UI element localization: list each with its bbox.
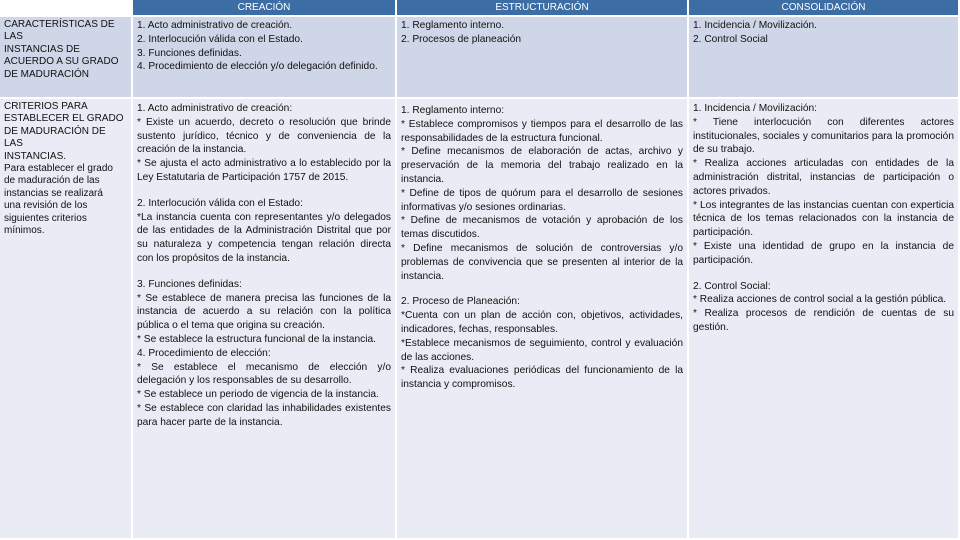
row1-label-line: ACUERDO A SU GRADO (4, 56, 119, 68)
row2-label-line: CRITERIOS PARA (4, 101, 88, 112)
criteria-item: * Los integrantes de las instancias cuentan con experticia técnica de los temas relacionados con la instancia de participación. (693, 199, 954, 239)
row2-label (0, 99, 133, 540)
criteria-item: * Se establece de manera precisa las funciones de la instancia de acuerdo a su relación con la política pública o el tema que origina su creación. (137, 292, 391, 332)
criteria-heading: 3. Funciones definidas: (137, 278, 242, 290)
criteria-item: * Realiza evaluaciones periódicas del funcionamiento de la instancia y compromisos. (401, 365, 683, 391)
criteria-heading: 1. Reglamento interno: (401, 105, 505, 116)
list-item: 1. Reglamento interno. (401, 20, 505, 31)
criteria-item: *Establece mecanismos de seguimiento, control y evaluación de las acciones. (401, 337, 683, 363)
criteria-item: * Define mecanismos de elaboración de actas, archivo y preservación de la memoria del trabajo realizado en la instancia. (401, 146, 683, 185)
list-item: 2. Procesos de planeación (401, 33, 522, 45)
row2-creacion (133, 99, 397, 540)
row2-label-line: siguientes criterios (4, 212, 87, 224)
row2-label-line: instancias se realizará (4, 187, 103, 199)
criteria-item: *La instancia cuenta con representantes y/o delegados de las entidades de la Administración Distrital que por su naturaleza y competencia tengan relación directa con los propósitos de la instancia. (137, 211, 391, 264)
criteria-item: * Existe un acuerdo, decreto o resolución que brinde sustento jurídico, técnico y de conveniencia de la creación de la instancia. (137, 116, 391, 156)
row2-label-line: DE MADURACIÓN DE LAS (4, 125, 106, 150)
criteria-item: * Se establece la estructura funcional de la instancia. (137, 333, 376, 345)
header-blank-cell (0, 0, 133, 17)
criteria-item: * Establece compromisos y tiempos para el desarrollo de las responsabilidades de la estructura funcional. (401, 118, 683, 144)
criteria-item: * Se establece con claridad las inhabilidades existentes para hacer parte de la instancia. (137, 402, 391, 428)
criteria-item: * Define de mecanismos de votación y aprobación de los temas discutidos. (401, 215, 683, 241)
row1-label-line: CARACTERÍSTICAS DE LAS (4, 19, 115, 43)
criteria-item: * Realiza acciones articuladas con entidades de la administración distrital, instancias de participación o actores privados. (693, 158, 954, 197)
criteria-item: * Tiene interlocución con diferentes actores institucionales, sociales y comunitarios para la promoción de su trabajo. (693, 116, 954, 156)
row2-estructuracion (397, 99, 689, 540)
list-item: 2. Interlocución válida con el Estado. (137, 33, 303, 45)
header-creacion: CREACIÓN (133, 0, 397, 17)
row1-consolidacion (689, 17, 960, 99)
row2-label-line: ESTABLECER EL GRADO (4, 113, 124, 125)
criteria-heading: 2. Interlocución válida con el Estado: (137, 197, 303, 209)
row2-label-line: una revisión de los (4, 200, 88, 212)
row1-label-line: DE MADURACIÓN (4, 68, 90, 80)
header-estructuracion: ESTRUCTURACIÓN (397, 0, 689, 17)
list-item: 2. Control Social (693, 33, 768, 45)
criteria-item: * Realiza acciones de control social a la gestión pública. (693, 294, 947, 306)
criteria-item: * Realiza procesos de rendición de cuentas de su gestión. (693, 308, 954, 333)
criteria-item: * Se establece el mecanismo de elección y/o delegación y los responsables de su desarrollo. (137, 361, 391, 387)
row1-estructuracion (397, 17, 689, 99)
criteria-item: * Existe una identidad de grupo en la instancia de participación. (693, 240, 954, 266)
header-consolidacion: CONSOLIDACIÓN (689, 0, 960, 17)
row2-label-line: INSTANCIAS. (4, 150, 67, 162)
criteria-item: * Define de tipos de quórum para el desarrollo de sesiones informativas y/o sesiones ordinarias. (401, 187, 683, 213)
criteria-item: * Se ajusta el acto administrativo a lo establecido por la Ley Estatutaria de Participación 1757 de 2015. (137, 158, 391, 183)
list-item: 3. Funciones definidas. (137, 47, 242, 59)
criteria-item: * Define mecanismos de solución de controversias y/o problemas de convivencia que se presenten al interior de la instancia. (401, 242, 683, 282)
list-item: 4. Procedimiento de elección y/o delegación definido. (137, 61, 378, 73)
row1-label-line: INSTANCIAS DE (4, 43, 80, 55)
criteria-heading: 1. Acto administrativo de creación: (137, 103, 293, 114)
criteria-item: * Se establece un periodo de vigencia de la instancia. (137, 389, 379, 401)
criteria-heading: 2. Control Social: (693, 280, 771, 292)
criteria-heading: 1. Incidencia / Movilización: (693, 103, 818, 114)
row1-label (0, 17, 133, 99)
row2-label-line: mínimos. (4, 225, 45, 237)
criteria-heading: 2. Proceso de Planeación: (401, 296, 520, 308)
row1-creacion (133, 17, 397, 99)
criteria-item: *Cuenta con un plan de acción con, objetivos, actividades, indicadores, fechas, responsables. (401, 310, 683, 335)
row2-label-line: Para establecer el grado (4, 163, 113, 175)
row2-consolidacion (689, 99, 960, 540)
list-item: 1. Incidencia / Movilización. (693, 20, 818, 31)
criteria-heading: 4. Procedimiento de elección: (137, 347, 271, 359)
row2-label-line: de maduración de las (4, 175, 100, 187)
list-item: 1. Acto administrativo de creación. (137, 20, 293, 31)
